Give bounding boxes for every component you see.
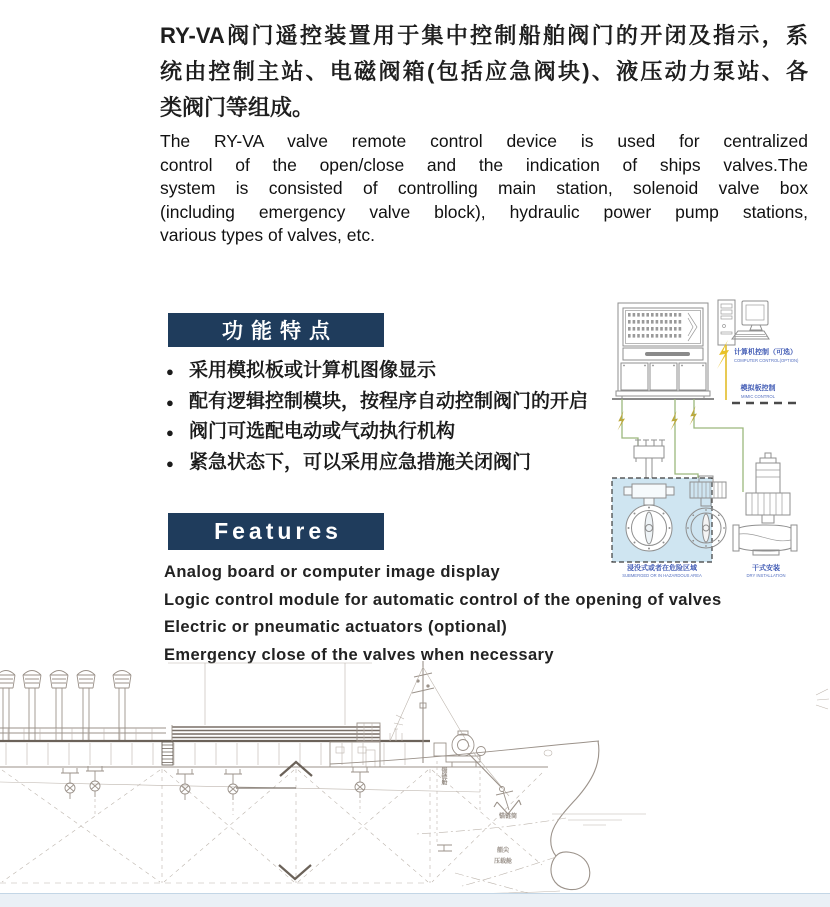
svg-text:艏尖: 艏尖 <box>496 848 510 854</box>
svg-text:COMPUTER CONTROL(OPTION): COMPUTER CONTROL(OPTION) <box>734 358 799 363</box>
wire-break-icon <box>671 411 679 431</box>
svg-text:SUBMERGED OR IN HAZARDOUS AREA: SUBMERGED OR IN HAZARDOUS AREA <box>622 573 702 578</box>
svg-text:模拟板控制: 模拟板控制 <box>740 385 776 392</box>
computer-control-wire <box>717 340 729 400</box>
intro-en-line: The RY-VA valve remote control device is used for centralized <box>160 131 808 151</box>
svg-text:MIMIC CONTROL: MIMIC CONTROL <box>741 394 775 399</box>
control-system-diagram <box>600 288 830 600</box>
intro-en-line: various types of valves, etc. <box>160 225 375 245</box>
wire-break-icon <box>690 406 698 426</box>
wire-to-submerged-valve <box>622 399 638 446</box>
vent-pipes <box>0 671 131 742</box>
intro-en-line: system is consisted of controlling main station, solenoid valve box <box>160 178 808 198</box>
lightning-bolt-icon <box>717 340 729 369</box>
sketch-rays <box>816 689 829 709</box>
feature-line: Electric or pneumatic actuators (optional) <box>164 618 508 636</box>
feature-bullet-item: ● 阀门可选配电动或气动执行机构 <box>166 417 726 448</box>
intro-en-line: control of the open/close and the indication of ships valves.The <box>160 154 808 175</box>
control-console <box>612 303 714 399</box>
waterline-marks <box>552 814 646 825</box>
section-heading-features-en: Features <box>168 513 384 550</box>
console-doors <box>621 363 706 390</box>
feature-line: Logic control module for automatic control of the opening of valves <box>164 590 722 609</box>
page-footer-band <box>0 893 830 907</box>
dry-installation-label <box>746 563 785 578</box>
submerged-label <box>622 563 702 578</box>
wire-break-icon <box>618 411 626 431</box>
tank-outline <box>0 769 542 883</box>
computer-workstation <box>718 300 769 345</box>
intro-zh-line: 类阀门等组成。 <box>160 95 315 120</box>
keyboard <box>732 331 769 339</box>
computer-control-label <box>734 347 799 363</box>
deck-structure <box>0 723 599 879</box>
svg-text:浸没式或者在危险区域: 浸没式或者在危险区域 <box>627 565 697 572</box>
anchor <box>469 752 521 814</box>
section-heading-features-zh: 功能特点 <box>168 313 384 347</box>
intro-paragraph-zh <box>160 18 808 126</box>
feature-bullet-item: ● 紧急状态下，可以采用应急措施关闭阀门 <box>166 448 726 479</box>
svg-text:锚链筒: 锚链筒 <box>498 814 518 820</box>
svg-text:压载舱: 压载舱 <box>493 859 513 865</box>
feature-bullet-item: ● 配有逻辑控制模块，按程序自动控制阀门的开启 <box>166 387 726 418</box>
svg-text:DRY INSTALLATION: DRY INSTALLATION <box>746 573 786 578</box>
svg-text:锚链舱: 锚链舱 <box>440 767 446 785</box>
intro-paragraph-en <box>160 130 808 248</box>
anchor-windlass <box>434 731 488 767</box>
intro-zh-line: 统由控制主站、电磁阀箱(包括应急阀块)、液压动力泵站、各 <box>160 59 808 84</box>
intro-zh-line: RY-VA阀门遥控装置用于集中控制船舶阀门的开闭及指示，系 <box>160 23 808 48</box>
monitor <box>742 301 768 330</box>
svg-text:计算机控制（可选）: 计算机控制（可选） <box>734 349 797 356</box>
intro-en-line: (including emergency valve block), hydraulic power pump stations, <box>160 201 808 222</box>
feature-line: Emergency close of the valves when necessary <box>164 645 554 664</box>
feature-bullet-item: ● 采用模拟板或计算机图像显示 <box>166 356 726 387</box>
ship-technical-drawing <box>0 655 830 895</box>
pipe-rack-top <box>168 663 372 725</box>
mimic-panel <box>623 308 703 346</box>
feature-line: Analog board or computer image display <box>164 563 501 581</box>
mimic-control-label <box>741 383 776 399</box>
ship-labels <box>440 766 517 865</box>
svg-text:干式安装: 干式安装 <box>752 565 780 572</box>
butterfly-valve-submerged <box>624 484 674 551</box>
